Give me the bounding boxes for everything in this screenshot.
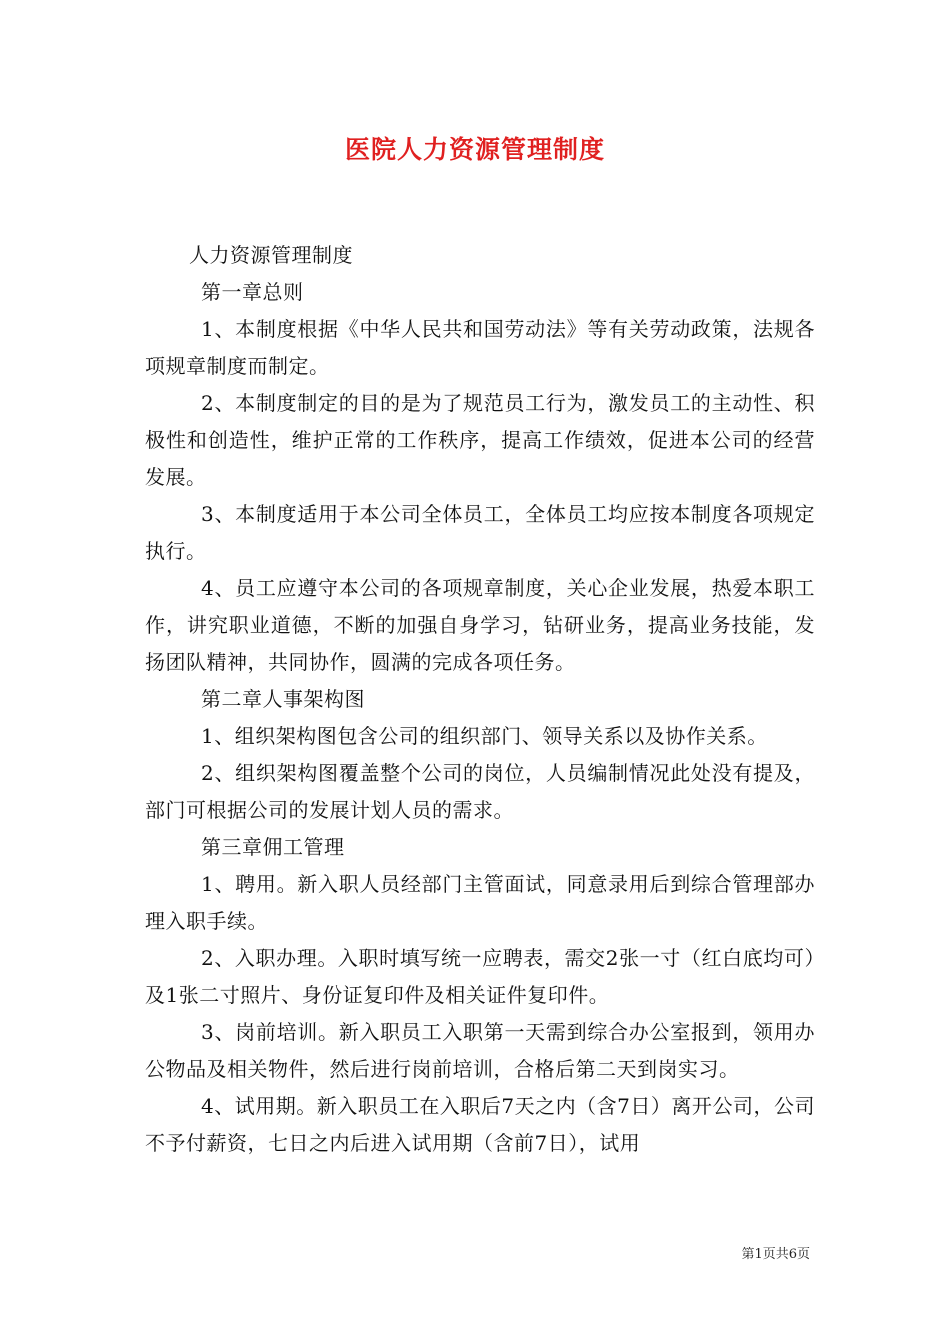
document-body [145, 237, 815, 1162]
chapter-heading: 第三章佣工管理 [201, 835, 345, 859]
paragraph: 3、本制度适用于本公司全体员工，全体员工均应按本制度各项规定执行。 [145, 502, 815, 563]
paragraph: 2、入职办理。入职时填写统一应聘表，需交2张一寸（红白底均可）及1张二寸照片、身份证复印件及相关证件复印件。 [145, 946, 815, 1007]
paragraph: 1、聘用。新入职人员经部门主管面试，同意录用后到综合管理部办理入职手续。 [145, 872, 815, 933]
paragraph: 2、本制度制定的目的是为了规范员工行为，激发员工的主动性、积极性和创造性，维护正常的工作秩序，提高工作绩效，促进本公司的经营发展。 [145, 391, 815, 489]
paragraph: 2、组织架构图覆盖整个公司的岗位，人员编制情况此处没有提及，部门可根据公司的发展计划人员的需求。 [145, 761, 815, 822]
paragraph: 4、员工应遵守本公司的各项规章制度，关心企业发展，热爱本职工作，讲究职业道德，不断的加强自身学习，钻研业务，提高业务技能，发扬团队精神，共同协作，圆满的完成各项任务。 [145, 576, 815, 674]
paragraph: 1、组织架构图包含公司的组织部门、领导关系以及协作关系。 [201, 724, 768, 748]
paragraph: 4、试用期。新入职员工在入职后7天之内（含7日）离开公司，公司不予付薪资，七日之内后进入试用期（含前7日），试用 [145, 1094, 815, 1155]
paragraph: 3、岗前培训。新入职员工入职第一天需到综合办公室报到，领用办公物品及相关物件，然后进行岗前培训，合格后第二天到岗实习。 [145, 1020, 815, 1081]
chapter-heading: 第二章人事架构图 [201, 687, 365, 711]
chapter-heading: 第一章总则 [201, 280, 304, 304]
section-title: 人力资源管理制度 [189, 243, 353, 267]
paragraph: 1、本制度根据《中华人民共和国劳动法》等有关劳动政策，法规各项规章制度而制定。 [145, 317, 815, 378]
document-title: 医院人力资源管理制度 [344, 135, 605, 164]
page-number: 第1页共6页 [741, 1247, 810, 1262]
